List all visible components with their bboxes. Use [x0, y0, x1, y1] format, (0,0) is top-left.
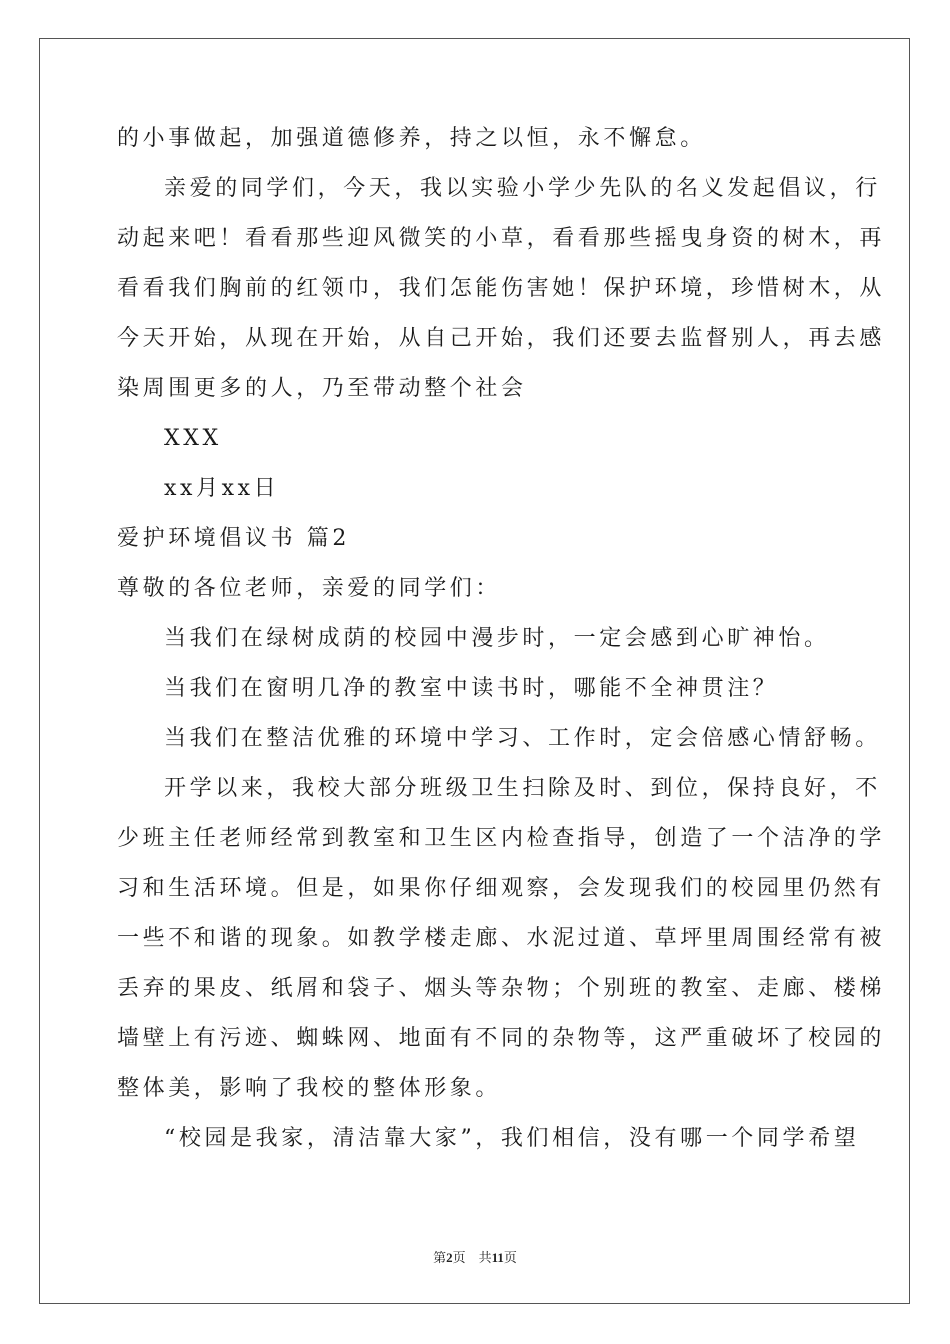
text-line: “校园是我家，清洁靠大家”，我们相信，没有哪一个同学希望 [164, 1126, 860, 1151]
page-suffix: 页 [503, 1250, 517, 1265]
page-prefix: 第 [433, 1250, 447, 1265]
text-line: 今天开始，从现在开始，从自己开始，我们还要去监督别人，再去感 [117, 326, 886, 351]
text-line: 墙壁上有污迹、蜘蛛网、地面有不同的杂物等，这严重破坏了校园的 [117, 1026, 886, 1051]
text-line: 开学以来，我校大部分班级卫生扫除及时、到位，保持良好，不 [164, 776, 881, 801]
signature-name: XXX [164, 426, 222, 451]
text-line: 动起来吧！看看那些迎风微笑的小草，看看那些摇曳身资的树木，再 [117, 226, 886, 251]
total-pages: 11 [491, 1250, 504, 1265]
text-line: 看看我们胸前的红领巾，我们怎能伤害她！保护环境，珍惜树木，从 [117, 276, 886, 301]
salutation: 尊敬的各位老师，亲爱的同学们： [117, 576, 502, 601]
page-mid: 页 共 [452, 1250, 492, 1265]
text-line: 整体美，影响了我校的整体形象。 [117, 1076, 502, 1101]
text-line: 习和生活环境。但是，如果你仔细观察，会发现我们的校园里仍然有 [117, 876, 886, 901]
page-number: 2 [446, 1250, 453, 1265]
text-line: 的小事做起，加强道德修养，持之以恒，永不懈怠。 [117, 126, 706, 151]
text-line: 少班主任老师经常到教室和卫生区内检查指导，创造了一个洁净的学 [117, 826, 886, 851]
signature-date: xx月xx日 [164, 476, 280, 501]
text-line: 丢弃的果皮、纸屑和袋子、烟头等杂物；个别班的教室、走廊、楼梯 [117, 976, 886, 1001]
text-line: 亲爱的同学们，今天，我以实验小学少先队的名义发起倡议，行 [164, 176, 881, 201]
page-footer [0, 1247, 950, 1266]
text-line: 当我们在整洁优雅的环境中学习、工作时，定会倍感心情舒畅。 [164, 726, 881, 751]
section-heading: 爱护环境倡议书 篇2 [117, 526, 350, 551]
text-line: 当我们在窗明几净的教室中读书时，哪能不全神贯注？ [164, 676, 779, 701]
text-line: 染周围更多的人，乃至带动整个社会 [117, 376, 527, 401]
text-line: 一些不和谐的现象。如教学楼走廊、水泥过道、草坪里周围经常有被 [117, 926, 886, 951]
text-line: 当我们在绿树成荫的校园中漫步时，一定会感到心旷神怡。 [164, 626, 830, 651]
